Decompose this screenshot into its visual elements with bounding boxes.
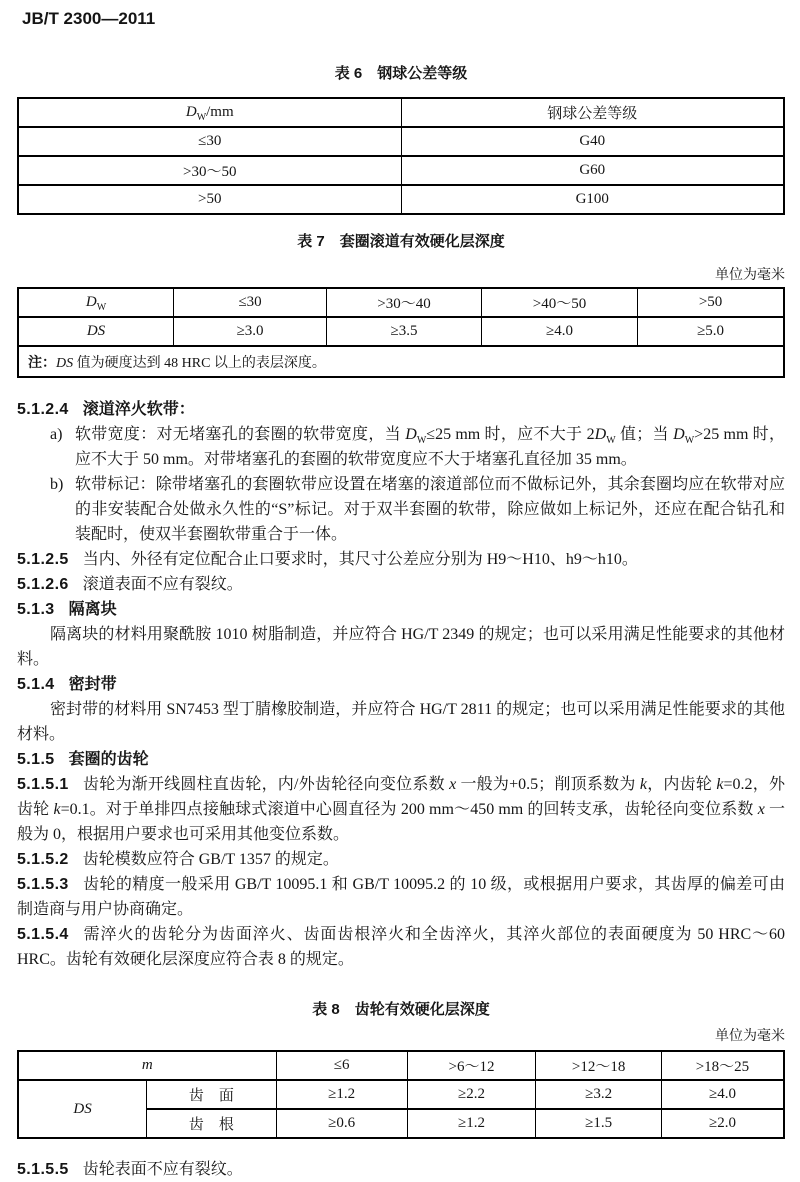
subscript: W bbox=[196, 112, 207, 123]
table-cell: ≥2.0 bbox=[661, 1109, 784, 1138]
table-cell: >50 bbox=[638, 288, 784, 317]
table8-gear-hardened-depth bbox=[17, 1050, 785, 1139]
clause-number: 5.1.2.6 bbox=[17, 576, 69, 593]
clause-heading-5.1.5 bbox=[17, 747, 785, 772]
table-cell: ≥3.0 bbox=[173, 317, 326, 346]
table8-unit-label: 单位为毫米 bbox=[715, 1029, 785, 1044]
clause-number: 5.1.5.3 bbox=[17, 876, 69, 893]
table6-caption-title: 钢球公差等级 bbox=[377, 65, 468, 82]
paragraph bbox=[17, 622, 785, 672]
text-run: 一般为+0.5；削顶系数为 bbox=[456, 776, 640, 793]
clause-number: 5.1.3 bbox=[17, 601, 55, 618]
variable: x bbox=[757, 801, 765, 818]
text-run: 齿轮为渐开线圆柱直齿轮，内/外齿轮径向变位系数 bbox=[82, 776, 450, 793]
table8-caption-title: 齿轮有效硬化层深度 bbox=[354, 1001, 490, 1018]
text-run: 齿轮模数应符合 GB/T 1357 的规定。 bbox=[82, 851, 339, 868]
table-cell bbox=[18, 288, 173, 317]
table7-caption-title: 套圈滚道有效硬化层深度 bbox=[339, 233, 505, 250]
clause-number: 5.1.5.1 bbox=[17, 776, 69, 793]
table-cell: >40～50 bbox=[481, 288, 637, 317]
text-run: 软带标记：除带堵塞孔的套圈软带应设置在堵塞的滚道部位而不做标记外，其余套圈均应在软带对应的非安装配合处做永久性的“S”标记。对于双半套圈的软带，除应做如上标记外，还应在配合钻孔和装配时，使双半套圈软带重合于一体。 bbox=[75, 476, 785, 543]
table-cell: ≥0.6 bbox=[276, 1109, 407, 1138]
text-run: =0.1。对于单排四点接触球式滚道中心圆直径为 200 mm～450 mm 的回转支承，齿轮径向变位系数 bbox=[60, 801, 758, 818]
text-run: =0.2，外齿轮 bbox=[17, 776, 785, 818]
text-run: 齿轮表面不应有裂纹。 bbox=[82, 1161, 243, 1178]
table-cell bbox=[18, 98, 401, 127]
variable: D bbox=[85, 294, 97, 310]
table-cell: ≥5.0 bbox=[638, 317, 784, 346]
table-cell: 钢球公差等级 bbox=[401, 98, 784, 127]
list-item-a bbox=[17, 422, 785, 472]
variable: x bbox=[449, 776, 457, 793]
clause-heading-5.1.2.4 bbox=[17, 397, 785, 422]
table-row bbox=[18, 1080, 784, 1109]
subscript: W bbox=[684, 435, 695, 447]
table-cell: >50 bbox=[18, 185, 401, 214]
text-run: 值为硬度达到 48 HRC 以上的表层深度。 bbox=[73, 355, 326, 371]
table-row bbox=[18, 98, 784, 127]
table-row bbox=[18, 317, 784, 346]
table6-caption-label: 表 6 bbox=[334, 65, 363, 82]
content-blocks bbox=[17, 397, 785, 972]
table-cell: >12～18 bbox=[536, 1051, 662, 1080]
table-cell: ≥2.2 bbox=[407, 1080, 536, 1109]
table-cell: ≥3.5 bbox=[327, 317, 482, 346]
table-row bbox=[18, 288, 784, 317]
table-cell bbox=[18, 1080, 147, 1138]
clause-5.1.5.1 bbox=[17, 772, 785, 847]
table7-caption-label: 表 7 bbox=[297, 233, 325, 250]
text-run: ≤25 mm 时，应不大于 2 bbox=[426, 426, 595, 443]
content-blocks-bottom bbox=[17, 1157, 785, 1182]
list-marker: a) bbox=[50, 426, 63, 443]
table7-unit-label: 单位为毫米 bbox=[715, 268, 785, 283]
table-cell: >6～12 bbox=[407, 1051, 536, 1080]
variable: DS bbox=[56, 355, 74, 371]
table-row bbox=[18, 127, 784, 156]
table-cell: G60 bbox=[401, 156, 784, 185]
variable: D bbox=[185, 104, 197, 120]
table-cell: ≤6 bbox=[276, 1051, 407, 1080]
variable: D bbox=[594, 426, 607, 443]
text-run: 齿轮的精度一般采用 GB/T 10095.1 和 GB/T 10095.2 的 10 级，或根据用户要求，其齿厚的偏差可由制造商与用户协商确定。 bbox=[17, 876, 785, 918]
clause-number: 5.1.5 bbox=[17, 751, 55, 768]
clause-number: 5.1.2.5 bbox=[17, 551, 69, 568]
table-row bbox=[18, 1051, 784, 1080]
table-cell: G40 bbox=[401, 127, 784, 156]
table8-caption bbox=[17, 1000, 785, 1020]
variable: k bbox=[716, 776, 724, 793]
table-cell: >18～25 bbox=[661, 1051, 784, 1080]
clause-title: 隔离块 bbox=[68, 601, 117, 618]
variable: m bbox=[141, 1057, 153, 1073]
clause-heading-5.1.3 bbox=[17, 597, 785, 622]
paragraph bbox=[17, 697, 785, 747]
text-run: >25 mm 时，应不大于 50 mm。对带堵塞孔的套圈的软带宽度应不大于堵塞孔直径加 35 mm。 bbox=[75, 426, 785, 468]
clause-5.1.5.2 bbox=[17, 847, 785, 872]
text-run: 密封带的材料用 SN7453 型丁腈橡胶制造，并应符合 HG/T 2811 的规定；也可以采用满足性能要求的其他材料。 bbox=[17, 701, 785, 743]
table-cell bbox=[18, 346, 784, 377]
text-run: 隔离块的材料用聚酰胺 1010 树脂制造，并应符合 HG/T 2349 的规定；也可以采用满足性能要求的其他材料。 bbox=[17, 626, 785, 668]
clause-title: 密封带 bbox=[68, 676, 117, 693]
text-run: /mm bbox=[206, 104, 234, 120]
table-row bbox=[18, 156, 784, 185]
clause-number: 5.1.5.2 bbox=[17, 851, 69, 868]
table-cell bbox=[18, 317, 173, 346]
subscript: W bbox=[606, 435, 616, 447]
clause-heading-5.1.4 bbox=[17, 672, 785, 697]
table6-steel-ball-tolerance bbox=[17, 97, 785, 215]
list-item-b bbox=[17, 472, 785, 547]
clause-5.1.5.5 bbox=[17, 1157, 785, 1182]
text-run: ，内齿轮 bbox=[646, 776, 717, 793]
table7-raceway-hardened-depth bbox=[17, 287, 785, 378]
clause-number: 5.1.5.4 bbox=[17, 926, 69, 943]
text-run: 一般为 0，根据用户要求也可采用其他变位系数。 bbox=[17, 801, 785, 843]
text-run: 值；当 bbox=[615, 426, 674, 443]
variable: D bbox=[673, 426, 685, 443]
table-cell: 齿 面 bbox=[147, 1080, 276, 1109]
clause-5.1.2.5 bbox=[17, 547, 785, 572]
variable: k bbox=[639, 776, 647, 793]
table-cell bbox=[18, 1051, 276, 1080]
clause-number: 5.1.2.4 bbox=[17, 401, 69, 418]
table8-caption-label: 表 8 bbox=[312, 1001, 340, 1018]
variable: DS bbox=[86, 323, 106, 339]
table-cell: >30～50 bbox=[18, 156, 401, 185]
text-run: 当内、外径有定位配合止口要求时，其尺寸公差应分别为 H9～H10、h9～h10。 bbox=[82, 551, 638, 568]
table-cell: G100 bbox=[401, 185, 784, 214]
table-cell: ≥1.2 bbox=[276, 1080, 407, 1109]
clause-number: 5.1.4 bbox=[17, 676, 55, 693]
table-cell: 齿 根 bbox=[147, 1109, 276, 1138]
clause-title: 套圈的齿轮 bbox=[68, 751, 149, 768]
clause-5.1.5.4 bbox=[17, 922, 785, 972]
table-cell: ≥3.2 bbox=[536, 1080, 662, 1109]
text-run: 滚道表面不应有裂纹。 bbox=[82, 576, 243, 593]
subscript: W bbox=[416, 435, 427, 447]
clause-number: 5.1.5.5 bbox=[17, 1161, 69, 1178]
table-cell: ≥4.0 bbox=[481, 317, 637, 346]
table-cell: ≥4.0 bbox=[661, 1080, 784, 1109]
variable: DS bbox=[73, 1100, 92, 1117]
table-cell: ≤30 bbox=[18, 127, 401, 156]
table-row bbox=[18, 346, 784, 377]
clause-5.1.5.3 bbox=[17, 872, 785, 922]
bold-label: 注： bbox=[28, 353, 56, 370]
table-row bbox=[18, 185, 784, 214]
table-cell: ≥1.5 bbox=[536, 1109, 662, 1138]
subscript: W bbox=[96, 302, 107, 313]
table-cell: ≤30 bbox=[173, 288, 326, 317]
text-run: 需淬火的齿轮分为齿面淬火、齿面齿根淬火和全齿淬火，其淬火部位的表面硬度为 50 HRC～60 HRC。齿轮有效硬化层深度应符合表 8 的规定。 bbox=[17, 926, 785, 968]
clause-title: 滚道淬火软带： bbox=[82, 401, 195, 418]
variable: D bbox=[405, 426, 417, 443]
table-cell: >30～40 bbox=[327, 288, 482, 317]
table6-caption bbox=[17, 64, 785, 84]
table-cell: ≥1.2 bbox=[407, 1109, 536, 1138]
standard-number: JB/T 2300—2011 bbox=[22, 9, 156, 28]
list-marker: b) bbox=[50, 476, 64, 493]
variable: k bbox=[53, 801, 61, 818]
clause-5.1.2.6 bbox=[17, 572, 785, 597]
table7-caption bbox=[17, 232, 785, 252]
text-run: 软带宽度：对无堵塞孔的套圈的软带宽度，当 bbox=[75, 426, 406, 443]
